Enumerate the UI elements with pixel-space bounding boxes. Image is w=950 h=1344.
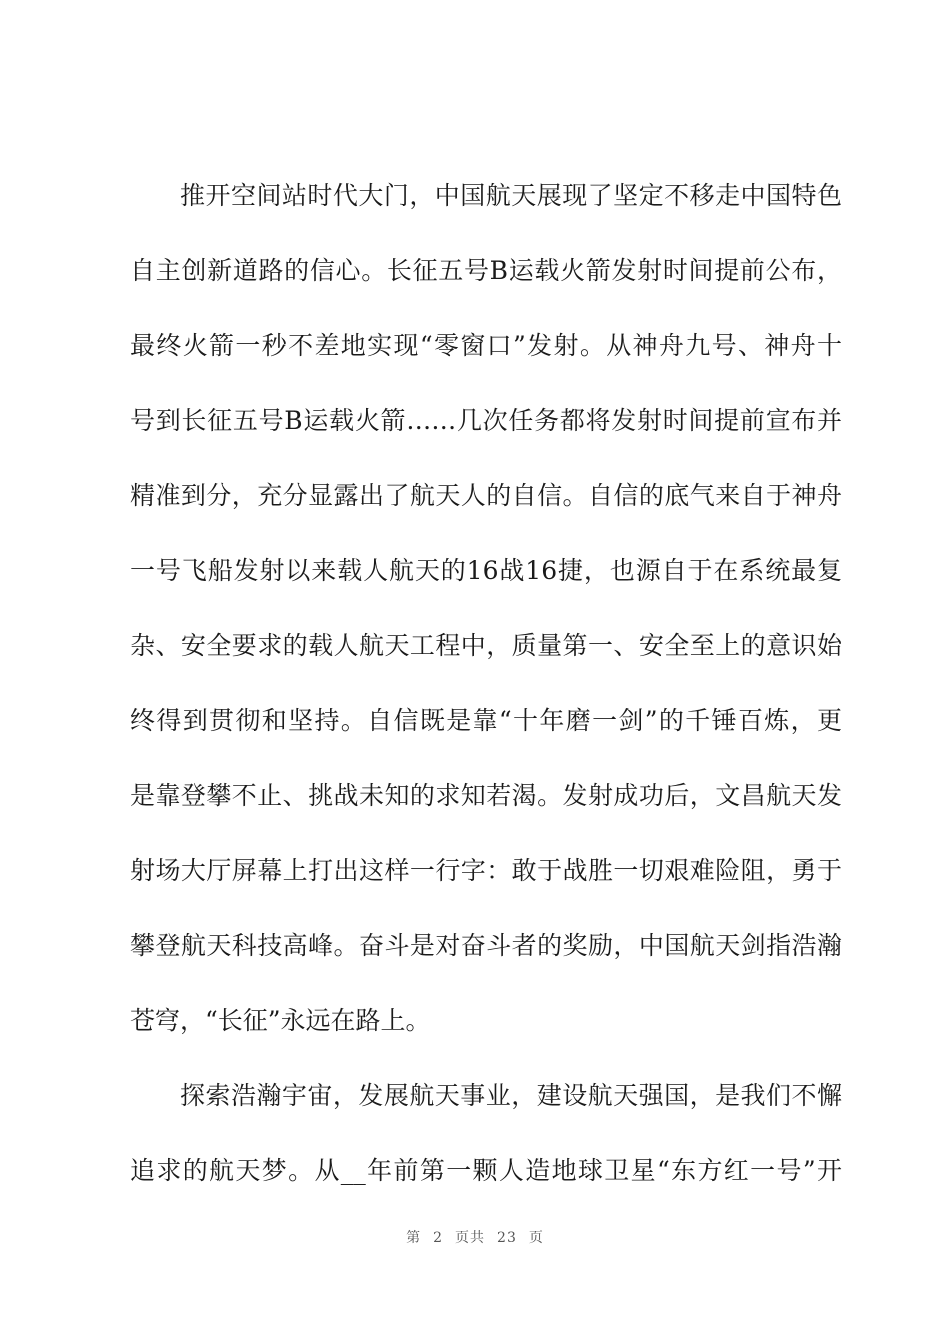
paragraph-1-line-6: 一号飞船发射以来载人航天的16战16捷，也源自于在系统最复 (130, 556, 842, 585)
page-footer (0, 1228, 950, 1248)
paragraph-1-line-1: 推开空间站时代大门，中国航天展现了坚定不移走中国特色 (180, 181, 842, 210)
paragraph-1-line-2: 自主创新道路的信心。长征五号B运载火箭发射时间提前公布， (130, 256, 842, 285)
footer-prefix: 第 (406, 1230, 422, 1246)
footer-total-pages: 23 (497, 1230, 517, 1246)
paragraph-1-line-3: 最终火箭一秒不差地实现“零窗口”发射。从神舟九号、神舟十 (130, 331, 842, 360)
paragraph-1-line-7: 杂、安全要求的载人航天工程中，质量第一、安全至上的意识始 (130, 631, 842, 660)
paragraph-1-line-4: 号到长征五号B运载火箭……几次任务都将发射时间提前宣布并 (130, 406, 842, 435)
footer-middle: 页共 (455, 1230, 486, 1246)
paragraph-1-line-10: 射场大厅屏幕上打出这样一行字：敢于战胜一切艰难险阻，勇于 (130, 856, 842, 885)
footer-suffix: 页 (528, 1230, 544, 1246)
paragraph-2-line-1: 探索浩瀚宇宙，发展航天事业，建设航天强国，是我们不懈 (180, 1081, 842, 1110)
paragraph-2-line-2: 追求的航天梦。从__年前第一颗人造地球卫星“东方红一号”开 (130, 1156, 842, 1185)
paragraph-1-line-5: 精准到分，充分显露出了航天人的自信。自信的底气来自于神舟 (130, 481, 842, 510)
paragraph-1-line-9: 是靠登攀不止、挑战未知的求知若渴。发射成功后，文昌航天发 (130, 781, 842, 810)
paragraph-1-line-8: 终得到贯彻和坚持。自信既是靠“十年磨一剑”的千锤百炼，更 (130, 706, 842, 735)
footer-page-number: 2 (433, 1230, 444, 1246)
paragraph-1-line-12: 苍穹，“长征”永远在路上。 (130, 1006, 431, 1035)
paragraph-1-line-11: 攀登航天科技高峰。奋斗是对奋斗者的奖励，中国航天剑指浩瀚 (130, 931, 842, 960)
